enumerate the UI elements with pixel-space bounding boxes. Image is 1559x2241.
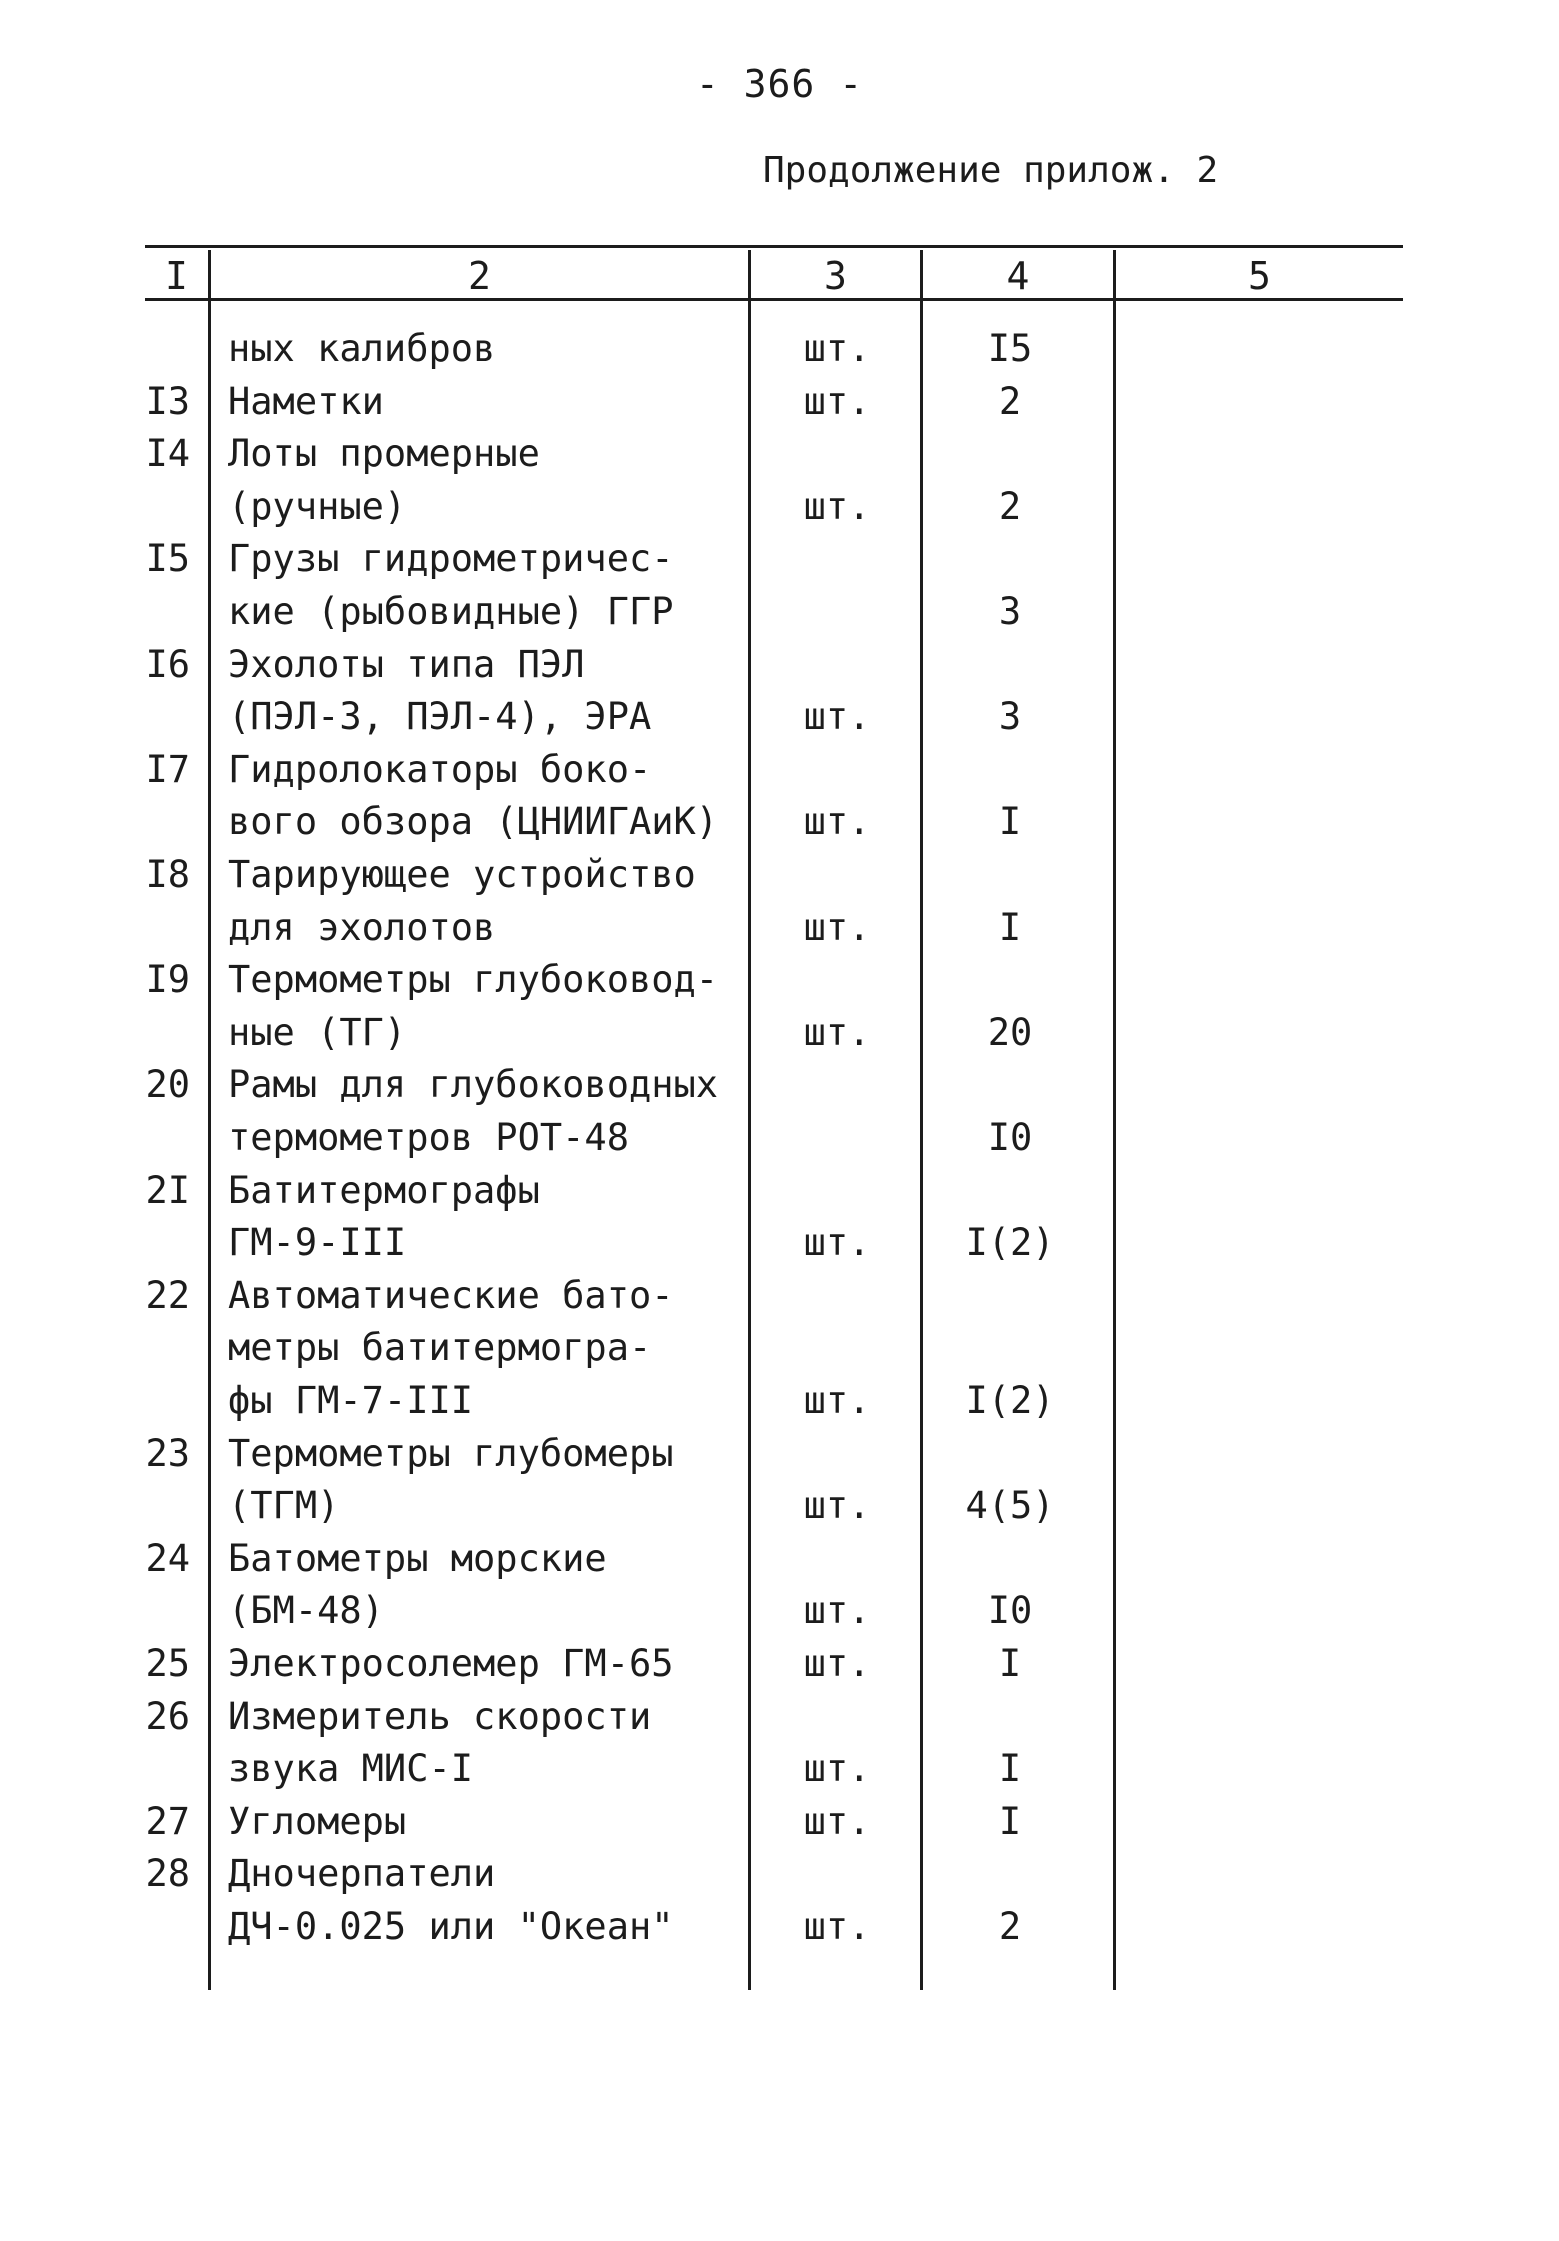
item-description-line: кие (рыбовидные) ГГР bbox=[228, 590, 674, 633]
unit-cell: шт. bbox=[803, 1010, 871, 1054]
table-top-rule bbox=[145, 245, 1403, 248]
row-number: I6 bbox=[145, 642, 190, 686]
header-col-3: 3 bbox=[824, 254, 847, 298]
item-description-line: Термометры глубомеры bbox=[228, 1431, 674, 1475]
quantity-cell: I bbox=[998, 905, 1022, 949]
item-description-line: ГМ-9-III bbox=[228, 1221, 407, 1265]
unit-cell: шт. bbox=[803, 905, 871, 949]
item-description-line: Термометры глубоковод- bbox=[228, 958, 719, 1002]
header-col-1: I bbox=[165, 254, 188, 298]
unit-cell: шт. bbox=[803, 379, 871, 423]
item-description-line: термометров РОТ-48 bbox=[228, 1116, 629, 1159]
item-description-line: ные (ТГ) bbox=[228, 1010, 407, 1054]
header-col-4: 4 bbox=[1006, 254, 1030, 298]
header-col-5: 5 bbox=[1248, 254, 1271, 298]
row-number: I8 bbox=[145, 853, 190, 896]
row-number: I5 bbox=[145, 537, 190, 581]
unit-cell: шт. bbox=[803, 1747, 871, 1791]
item-description-line: звука МИС-I bbox=[228, 1747, 474, 1791]
item-description-line: Тарирующее устройство bbox=[228, 853, 696, 896]
item-description-line: Дночерпатели bbox=[228, 1852, 496, 1896]
unit-cell: шт. bbox=[803, 1379, 871, 1422]
header-col-2: 2 bbox=[468, 254, 491, 298]
quantity-cell: 3 bbox=[998, 695, 1022, 739]
quantity-cell: I(2) bbox=[965, 1379, 1055, 1422]
quantity-cell: 3 bbox=[998, 590, 1022, 633]
row-number: 23 bbox=[145, 1431, 190, 1475]
item-description-line: метры батитермогра- bbox=[228, 1326, 652, 1370]
item-description-line: ДЧ-0.025 или "Океан" bbox=[228, 1905, 674, 1948]
row-number: 28 bbox=[145, 1852, 190, 1896]
item-description-line: Эхолоты типа ПЭЛ bbox=[228, 642, 585, 686]
row-number: 26 bbox=[145, 1694, 190, 1738]
unit-cell: шт. bbox=[803, 1642, 871, 1685]
item-description-line: для эхолотов bbox=[228, 905, 496, 949]
quantity-cell: I bbox=[998, 800, 1022, 844]
item-description-line: Гидролокаторы боко- bbox=[228, 747, 652, 791]
column-divider-2 bbox=[748, 250, 751, 1990]
column-divider-4 bbox=[1113, 250, 1116, 1990]
row-number: 2I bbox=[145, 1168, 190, 1212]
table-header-rule bbox=[145, 298, 1403, 301]
quantity-cell: I0 bbox=[987, 1116, 1033, 1159]
column-divider-1 bbox=[208, 250, 211, 1990]
unit-cell: шт. bbox=[803, 1484, 871, 1528]
item-description-line: вого обзора (ЦНИИГАиК) bbox=[228, 800, 719, 844]
row-number: I9 bbox=[145, 958, 190, 1002]
unit-cell: шт. bbox=[803, 1799, 871, 1843]
item-description-line: Угломеры bbox=[228, 1799, 407, 1843]
item-description-line: Электросолемер ГМ-65 bbox=[228, 1642, 674, 1685]
row-number: 22 bbox=[145, 1273, 190, 1317]
quantity-cell: 20 bbox=[987, 1010, 1033, 1054]
unit-cell: шт. bbox=[803, 800, 871, 844]
quantity-cell: 4(5) bbox=[965, 1484, 1055, 1528]
row-number: 27 bbox=[145, 1799, 190, 1843]
item-description-line: Измеритель скорости bbox=[228, 1694, 652, 1738]
quantity-cell: 2 bbox=[998, 484, 1022, 528]
item-description-line: Батитермографы bbox=[228, 1168, 540, 1212]
unit-cell: шт. bbox=[803, 1221, 871, 1265]
item-description-line: Автоматические бато- bbox=[228, 1273, 674, 1317]
quantity-cell: I5 bbox=[987, 327, 1033, 370]
quantity-cell: I bbox=[998, 1799, 1022, 1843]
quantity-cell: I bbox=[998, 1747, 1022, 1791]
item-description-line: ных калибров bbox=[228, 327, 496, 370]
item-description-line: фы ГМ-7-III bbox=[228, 1379, 474, 1422]
row-number: 24 bbox=[145, 1536, 190, 1580]
quantity-cell: I bbox=[998, 1642, 1022, 1685]
unit-cell: шт. bbox=[803, 1905, 871, 1948]
quantity-cell: I(2) bbox=[965, 1221, 1055, 1265]
item-description-line: Наметки bbox=[228, 379, 384, 423]
quantity-cell: 2 bbox=[998, 379, 1022, 423]
quantity-cell: I0 bbox=[987, 1589, 1033, 1633]
item-description-line: (ТГМ) bbox=[228, 1484, 340, 1528]
page-number: - 366 - bbox=[695, 62, 864, 106]
unit-cell: шт. bbox=[803, 1589, 871, 1633]
item-description-line: Лоты промерные bbox=[228, 432, 540, 476]
item-description-line: (ручные) bbox=[228, 484, 407, 528]
item-description-line: Батометры морские bbox=[228, 1536, 607, 1580]
unit-cell: шт. bbox=[803, 695, 871, 739]
item-description-line: (БМ-48) bbox=[228, 1589, 384, 1633]
row-number: 20 bbox=[145, 1063, 190, 1107]
continuation-title: Продолжение прилож. 2 bbox=[763, 150, 1219, 191]
item-description-line: Рамы для глубоководных bbox=[228, 1063, 719, 1107]
item-description-line: (ПЭЛ-3, ПЭЛ-4), ЭРА bbox=[228, 695, 652, 739]
row-number: 25 bbox=[145, 1642, 190, 1685]
row-number: I7 bbox=[145, 747, 190, 791]
quantity-cell: 2 bbox=[998, 1905, 1022, 1948]
row-number: I3 bbox=[145, 379, 190, 423]
row-number: I4 bbox=[145, 432, 190, 476]
unit-cell: шт. bbox=[803, 327, 871, 370]
item-description-line: Грузы гидрометричес- bbox=[228, 537, 674, 581]
unit-cell: шт. bbox=[803, 484, 871, 528]
